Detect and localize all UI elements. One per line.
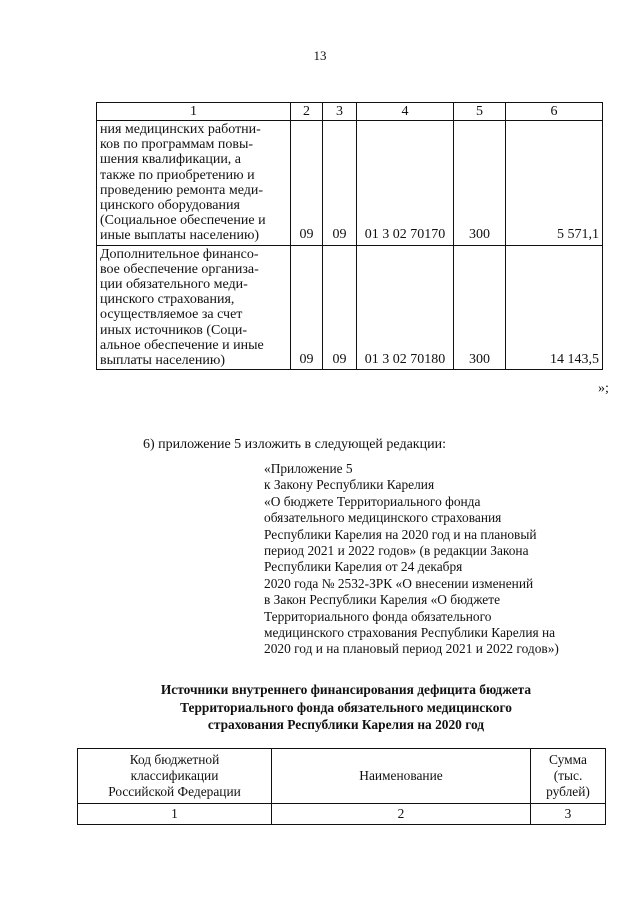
row-2-expense-type: 300	[454, 245, 506, 370]
row-1-name-line: иные выплаты населению)	[100, 228, 260, 244]
row-1-subsection: 09	[323, 121, 357, 246]
row-2-target-code: 01 3 02 70180	[357, 245, 454, 370]
header-col-6: 6	[506, 103, 603, 121]
column-number: 3	[531, 804, 606, 825]
row-1-section: 09	[291, 121, 323, 246]
header-line: классификации	[130, 768, 219, 783]
row-2-name-line: иных источников (Соци-	[100, 322, 248, 338]
header-amount	[531, 749, 606, 804]
appendix-reference	[264, 461, 604, 658]
header-col-2: 2	[291, 103, 323, 121]
appendix-line: Территориального фонда обязательного	[264, 608, 492, 624]
financing-sources-table	[77, 748, 606, 825]
row-1-name-line: цинского оборудования	[100, 198, 240, 214]
appendix-line: 2020 года № 2532-ЗРК «О внесении изменений	[264, 575, 534, 591]
row-2-name-line: осуществляемое за счет	[100, 307, 243, 323]
table-header-row	[97, 103, 603, 121]
row-1-name-line: (Социальное обеспечение и	[100, 213, 266, 229]
row-2-name-line: ции обязательного меди-	[100, 277, 248, 293]
header-col-3: 3	[323, 103, 357, 121]
heading-line: Источники внутреннего финансирования дефицита бюджета	[160, 682, 532, 697]
row-2-name	[97, 245, 291, 370]
column-number: 2	[272, 804, 531, 825]
header-name: Наименование	[272, 749, 531, 804]
header-col-5: 5	[454, 103, 506, 121]
page-number: 13	[313, 48, 327, 63]
row-1-target-code: 01 3 02 70170	[357, 121, 454, 246]
row-1-amount: 5 571,1	[506, 121, 603, 246]
row-2-name-line: выплаты населению)	[100, 353, 225, 369]
appendix-line: в Закон Республики Карелия «О бюджете	[264, 592, 501, 608]
row-1-name-line: ния медицинских работни-	[100, 122, 261, 137]
header-line: Сумма	[549, 752, 587, 767]
table-closing-quote: »;	[598, 381, 609, 396]
section-heading	[96, 681, 596, 734]
appendix-line: к Закону Республики Карелия	[264, 477, 435, 493]
row-1-name	[97, 121, 291, 246]
row-2-name-line: цинского страхования,	[100, 292, 235, 308]
table-header-row	[78, 749, 606, 804]
appendix-line: обязательного медицинского страхования	[264, 510, 502, 526]
table-row	[97, 121, 603, 246]
amendment-paragraph: 6) приложение 5 изложить в следующей редакции:	[143, 437, 446, 452]
appendix-line: «Приложение 5	[264, 461, 353, 476]
row-1-expense-type: 300	[454, 121, 506, 246]
appendix-line: Республики Карелия от 24 декабря	[264, 559, 463, 575]
row-2-amount: 14 143,5	[506, 245, 603, 370]
row-1-name-line: проведению ремонта меди-	[100, 182, 264, 198]
row-2-name-line: Дополнительное финансо-	[100, 246, 259, 262]
header-line: рублей)	[546, 784, 590, 799]
row-2-section: 09	[291, 245, 323, 370]
heading-line: страхования Республики Карелия на 2020 год	[207, 717, 485, 732]
row-1-name-line: шения квалификации, а	[100, 152, 242, 168]
appendix-line: Республики Карелия на 2020 год и на плановый	[264, 526, 537, 542]
row-1-name-line: ков по программам повы-	[100, 137, 254, 153]
row-2-subsection: 09	[323, 245, 357, 370]
column-number-row	[78, 804, 606, 825]
row-1-name-line: также по приобретению и	[100, 167, 255, 183]
header-col-4: 4	[357, 103, 454, 121]
header-line: Код бюджетной	[129, 752, 220, 767]
appendix-line: 2020 год и на плановый период 2021 и 2022 годов»)	[264, 641, 559, 657]
row-2-name-line: вое обеспечение организа-	[100, 261, 259, 277]
appendix-line: «О бюджете Территориального фонда	[264, 493, 481, 509]
expenditure-table	[96, 102, 603, 370]
header-line: (тыс.	[553, 768, 583, 783]
header-col-1: 1	[97, 103, 291, 121]
heading-line: Территориального фонда обязательного медицинского	[180, 699, 512, 715]
header-budget-code	[78, 749, 272, 804]
appendix-line: медицинского страхования Республики Карелия на	[264, 625, 556, 641]
column-number: 1	[78, 804, 272, 825]
header-line: Российской Федерации	[108, 784, 241, 799]
table-row	[97, 245, 603, 370]
row-2-name-line: альное обеспечение и иные	[100, 337, 264, 353]
appendix-line: период 2021 и 2022 годов» (в редакции Закона	[264, 543, 529, 559]
